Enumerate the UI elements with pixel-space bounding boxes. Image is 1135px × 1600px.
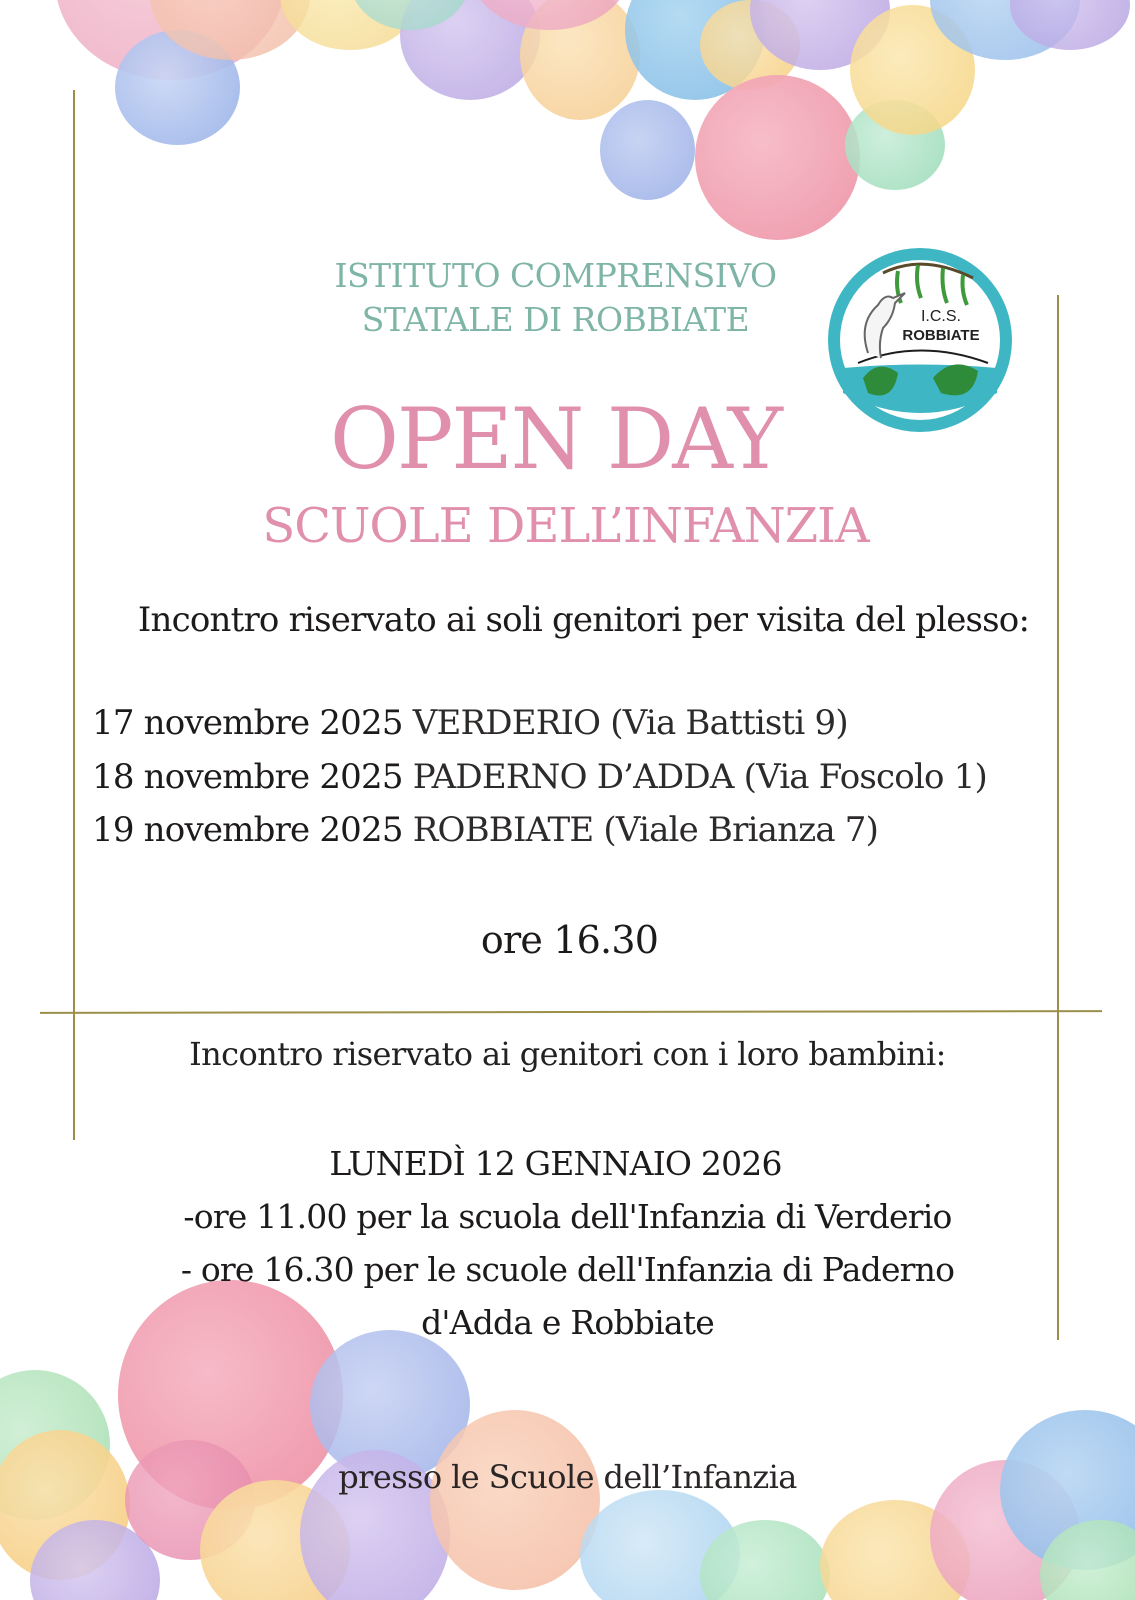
section1-intro: Incontro riservato ai soli genitori per visita del plesso: bbox=[137, 600, 1030, 640]
section2-day: LUNEDÌ 12 GENNAIO 2026 bbox=[329, 1144, 782, 1183]
school-name-line1: ISTITUTO COMPRENSIVO bbox=[334, 256, 777, 295]
place-paderno: PADERNO D’ADDA (Via Foscolo 1) bbox=[402, 757, 987, 797]
footer-location: presso le Scuole dell’Infanzia bbox=[338, 1458, 797, 1496]
date-line-robbiate bbox=[92, 810, 878, 850]
section2-line1: -ore 11.00 per la scuola dell'Infanzia di Verderio bbox=[183, 1197, 952, 1236]
section2-line3: d'Adda e Robbiate bbox=[421, 1303, 714, 1342]
date-line-paderno bbox=[92, 757, 987, 797]
date-robbiate: 19 novembre 2025 bbox=[92, 810, 403, 850]
logo-text-ics: I.C.S. bbox=[920, 308, 962, 325]
section2-line2: - ore 16.30 per le scuole dell'Infanzia di Paderno bbox=[180, 1250, 955, 1289]
place-robbiate: ROBBIATE (Viale Brianza 7) bbox=[402, 810, 879, 850]
page-title: OPEN DAY bbox=[330, 390, 781, 488]
school-name-line2: STATALE DI ROBBIATE bbox=[361, 300, 750, 339]
place-verderio: VERDERIO (Via Battisti 9) bbox=[402, 703, 848, 743]
section2-intro: Incontro riservato ai genitori con i loro bambini: bbox=[189, 1035, 946, 1073]
date-paderno: 18 novembre 2025 bbox=[92, 757, 403, 797]
page-subtitle: SCUOLE DELL’INFANZIA bbox=[262, 498, 869, 554]
date-verderio: 17 novembre 2025 bbox=[92, 703, 403, 743]
date-line-verderio bbox=[92, 703, 848, 743]
logo-text-robbiate: ROBBIATE bbox=[902, 327, 980, 344]
section1-time: ore 16.30 bbox=[480, 918, 659, 962]
